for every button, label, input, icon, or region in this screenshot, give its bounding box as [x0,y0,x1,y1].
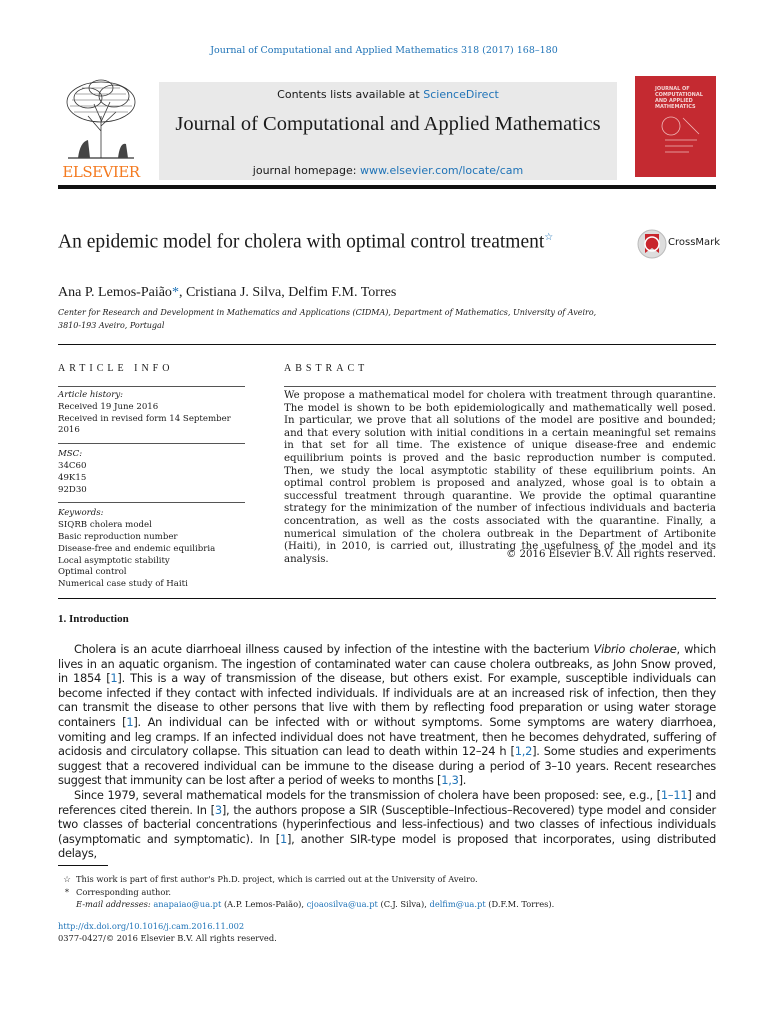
citation-link[interactable]: 1 [126,714,134,729]
author-list [58,285,396,301]
text-run: ] and references cited therein. In [ [58,787,716,817]
asterisk-symbol: * [64,886,70,897]
text-run: ], the authors propose a SIR (Susceptible–Infectious–Recovered) type model and consider two classes of bacterial concentrations (hyperinfectious and less-infectious) and two classes of infectious individuals (asymptomatic and symptomatic). In [ [58,802,716,846]
citation-link[interactable]: 1,2 [514,744,533,759]
crossmark-label: CrossMark [668,237,721,248]
footnote-corresponding [58,886,716,899]
homepage-line [159,164,617,177]
journal-banner [159,82,617,180]
received-date: Received 19 June 2016 [58,401,159,412]
crossmark-badge[interactable] [637,229,721,263]
text-run: Since 1979, several mathematical models for the transmission of cholera have been proposed: see, e.g., [ [74,787,661,802]
keyword: Local asymptotic stability [58,555,170,566]
keyword: Basic reproduction number [58,531,178,542]
journal-title: Journal of Computational and Applied Mathematics [175,113,601,135]
text-run: ], another SIR-type model is proposed that incorporates, using distributed delays, [58,831,716,861]
footnote-emails [58,898,716,911]
paragraph [58,642,716,788]
text-run: ]. Some studies and experiments suggest that a recovered individual can be immune to the disease during a period of 3–10 years. Recent researches suggest that immunity can be lost after a period of weeks to months [ [58,744,716,788]
email-link[interactable]: delfim@ua.pt [429,899,486,909]
article-title-text: An epidemic model for cholera with optimal control treatment [58,231,545,253]
footnote-rule [58,865,108,866]
citation-link[interactable]: 1 [110,671,118,686]
affiliation-line: 3810-193 Aveiro, Portugal [58,320,165,330]
msc-code: 34C60 [58,460,87,471]
text-run: ]. [458,773,467,788]
doi-link[interactable]: http://dx.doi.org/10.1016/j.cam.2016.11.002 [58,921,245,931]
keyword: Optimal control [58,567,127,578]
paragraph [58,788,716,861]
sciencedirect-link[interactable]: ScienceDirect [423,88,499,101]
msc-label: MSC: [58,449,83,460]
author-1: Ana P. Lemos-Paião [58,285,172,300]
email-label: E-mail addresses: [76,899,154,909]
cover-art-icon [657,112,705,162]
homepage-prefix: journal homepage: [252,164,360,177]
journal-cover-thumbnail[interactable] [635,76,716,177]
email-owner: (C.J. Silva), [377,899,430,909]
email-link[interactable]: cjoaosilva@ua.pt [306,899,378,909]
revised-date: Received in revised form 14 September 2016 [58,413,231,436]
article-info-panel [58,386,245,591]
text-run: , which lives in an aquatic organism. The ingestion of contaminated water can cause cholera outbreaks, as John Snow proved, in 1854 [ [58,642,716,686]
contents-prefix: Contents lists available at [277,88,424,101]
footnotes [58,873,716,911]
text-run: ]. This is a way of transmission of the disease, but others exist. For example, susceptible individuals can become infected if they contact with infected individuals. If individuals are at an increased risk of infection, then they can transmit the disease to other persons that live with them by reflecting food preparation or using water storage containers [ [58,671,717,729]
corresponding-author-mark[interactable]: * [171,285,179,300]
affiliation-line: Center for Research and Development in Mathematics and Applications (CIDMA), Department of Mathematics, University of Aveiro, [58,308,597,317]
issn-line: 0377-0427/© 2016 Elsevier B.V. All rights reserved. [58,933,277,943]
msc-code: 92D30 [58,484,87,495]
header-rule [58,185,716,189]
article-title [58,226,578,255]
species-name: Vibrio cholerae [593,642,677,656]
footnote-text: This work is part of first author's Ph.D. project, which is carried out at the University of Aveiro. [76,874,478,884]
elsevier-tree-icon [58,76,144,160]
star-symbol: ☆ [63,874,71,884]
citation-link[interactable]: 1,3 [441,773,459,788]
footnote-star [58,873,716,886]
abstract-text: We propose a mathematical model for cholera with treatment through quarantine. The model is shown to be both epidemiologically and mathematically well posed. In particular, we prove that all solutions of the model are positive and bounded; and that every solution with initial conditions in a certain meaningful set remains in that set for all time. The existence of unique disease-free and endemic equilibrium points is proved and the basic reproduction number is computed. Then, we study the local asymptotic stability of these equilibrium points. An optimal control problem is proposed and analyzed, whose goal is to obtain a successful treatment through quarantine. We provide the optimal quarantine strategy for the minimization of the number of infectious individuals and bacteria concentration, as well as the costs associated with the quarantine. Finally, a numerical simulation of the cholera outbreak in the Department of Artibonite (Haiti), in 2010, is carried out, illustrating the usefulness of the model and its analysis. [284,390,716,565]
introduction-body [58,642,716,861]
other-authors: , Cristiana J. Silva, Delfim F.M. Torres [178,285,397,300]
citation-link[interactable]: 1 [279,831,287,846]
keyword: Numerical case study of Haiti [58,579,188,590]
email-owner: (A.P. Lemos-Paião), [221,899,307,909]
keywords-label: Keywords: [58,508,104,519]
keyword: Disease-free and endemic equilibria [58,543,216,554]
cover-title: JOURNAL OF COMPUTATIONAL AND APPLIED MATHEMATICS [655,86,703,110]
article-info-heading: ARTICLE INFO [58,363,174,374]
affiliation [58,307,618,332]
text-run: Cholera is an acute diarrhoeal illness caused by infection of the intestine with the bacterium [74,642,594,656]
text-run: ]. An individual can be infected with or without symptoms. Some symptoms are watery diarrhoea, vomiting and leg cramps. If an infected individual does not have treatment, then he becomes dehydrated, suffering of acidosis and circulatory collapse. This situation can lead to death within 12–24 h [ [58,714,716,759]
section-rule [58,344,716,345]
journal-reference-link[interactable]: Journal of Computational and Applied Mathematics 318 (2017) 168–180 [210,45,558,56]
abstract-heading: ABSTRACT [284,363,369,374]
title-footnote-star[interactable]: ☆ [544,232,554,243]
publisher-name: ELSEVIER [62,163,140,181]
introduction-heading: 1. Introduction [58,613,129,625]
section-rule [58,598,716,599]
abstract-rule [284,386,716,387]
journal-header [58,76,716,182]
doi-block [58,920,277,944]
msc-code: 49K15 [58,472,87,483]
keyword: SIQRB cholera model [58,520,152,531]
citation-link[interactable]: 3 [214,802,222,817]
citation-link[interactable]: 1–11 [660,787,688,802]
email-link[interactable]: anapaiao@ua.pt [153,899,222,909]
crossmark-icon [637,229,667,259]
abstract-copyright: © 2016 Elsevier B.V. All rights reserved. [506,549,716,560]
elsevier-logo[interactable] [58,76,144,180]
history-label: Article history: [58,390,124,400]
footnote-text: Corresponding author. [76,886,172,897]
homepage-link[interactable]: www.elsevier.com/locate/cam [360,164,524,177]
email-owner: (D.F.M. Torres). [485,899,555,909]
contents-line [159,88,617,101]
